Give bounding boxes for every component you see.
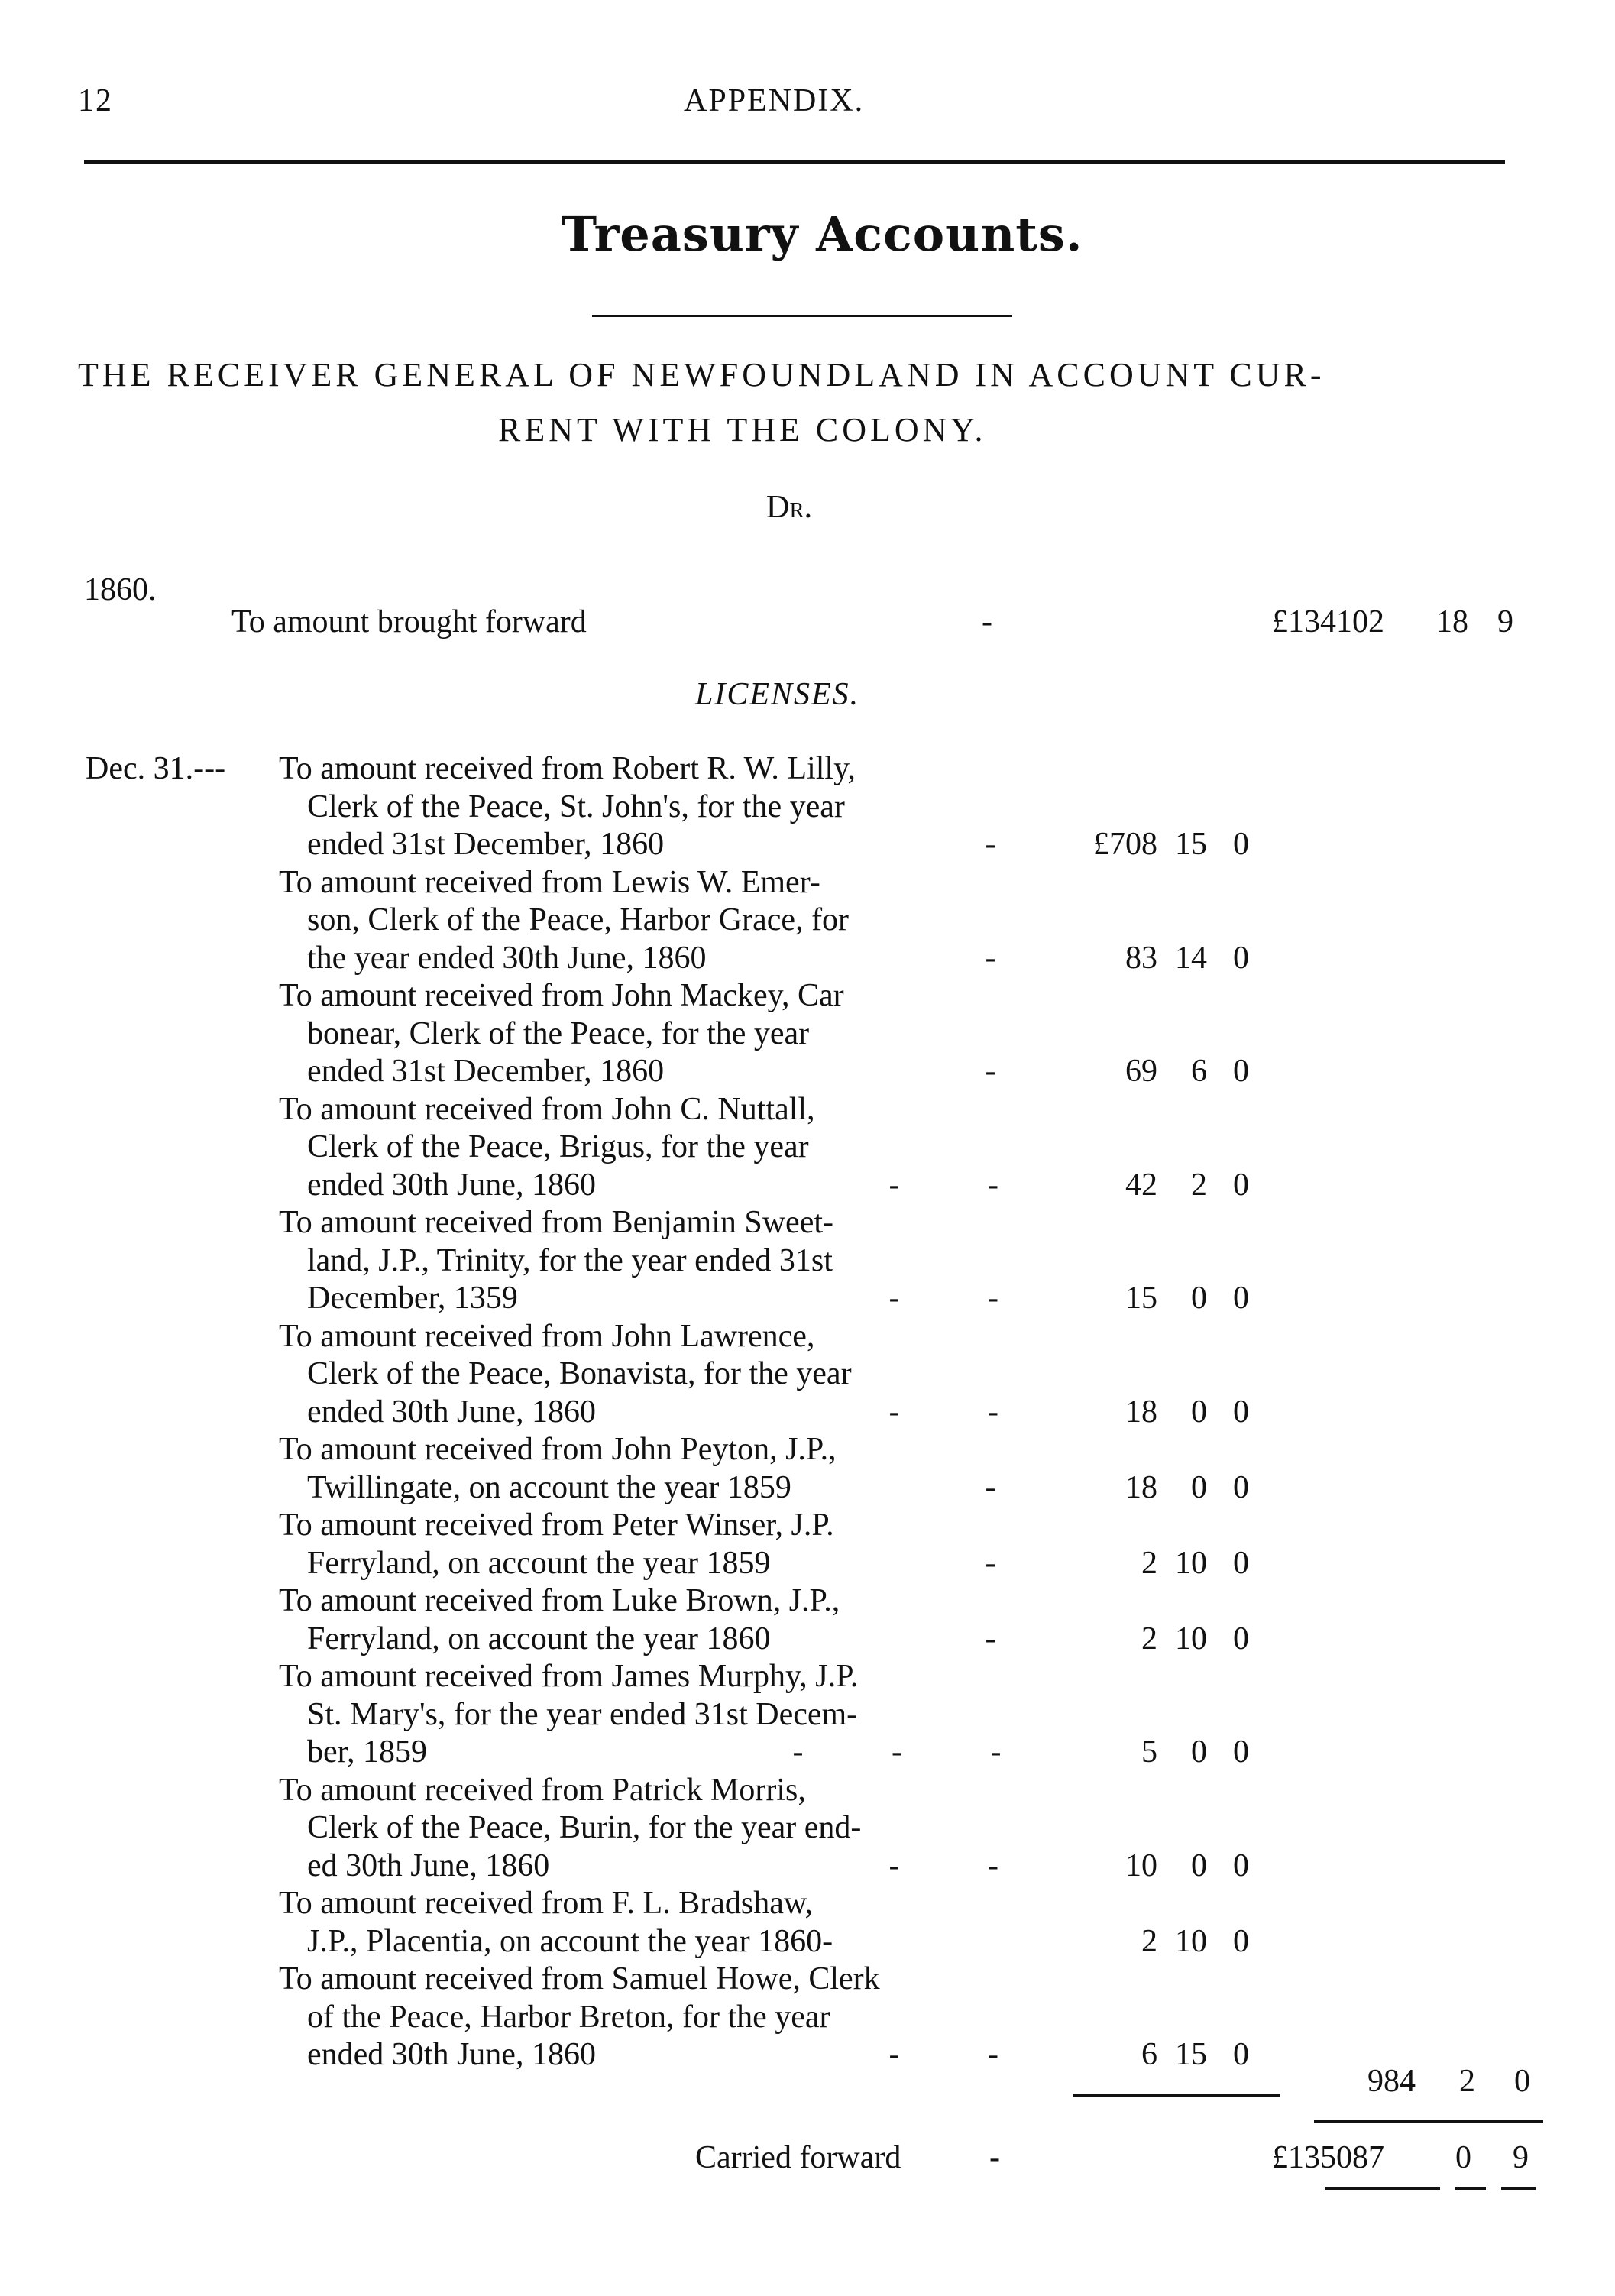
entry-continuation-line: December, 1359	[307, 1281, 518, 1316]
entry-shillings: 0	[1191, 1394, 1207, 1430]
entry-shillings: 6	[1191, 1054, 1207, 1089]
entry-pence: 0	[1233, 1281, 1249, 1316]
entry-pence: 0	[1233, 1848, 1249, 1883]
date-label: Dec. 31.---	[86, 751, 226, 786]
subtotal-pence: 0	[1514, 2064, 1530, 2099]
entry-shillings: 0	[1191, 1848, 1207, 1883]
entry-pounds: 2	[1141, 1924, 1157, 1959]
entry-pounds: 83	[1125, 941, 1157, 976]
carried-forward-amount: £135087	[1272, 2140, 1384, 2175]
entry-pence: 0	[1233, 1167, 1249, 1203]
entry-leader-dashes: - -	[888, 1167, 998, 1203]
entry-leader-dashes: -	[985, 941, 996, 976]
entry-pounds: 6	[1141, 2037, 1157, 2072]
entry-pounds: 2	[1141, 1621, 1157, 1656]
entry-continuation-line: Ferryland, on account the year 1859	[307, 1546, 771, 1581]
entry-continuation-line: Ferryland, on account the year 1860	[307, 1621, 771, 1656]
entry-continuation-line: Twillingate, on account the year 1859	[307, 1470, 791, 1505]
entry-pounds: 10	[1125, 1848, 1157, 1883]
entry-shillings: 15	[1175, 2037, 1207, 2072]
entry-first-line: To amount received from Peter Winser, J.P.	[279, 1507, 834, 1543]
page-title: Treasury Accounts.	[562, 206, 1083, 262]
entry-shillings: 0	[1191, 1470, 1207, 1505]
entry-continuation-line: Clerk of the Peace, Burin, for the year end-	[307, 1810, 862, 1845]
header-rule	[84, 160, 1505, 164]
entry-continuation-line: ended 31st December, 1860	[307, 1054, 665, 1089]
entry-continuation-line: Clerk of the Peace, Brigus, for the year	[307, 1129, 809, 1164]
entry-shillings: 0	[1191, 1734, 1207, 1770]
entry-first-line: To amount received from John C. Nuttall,	[279, 1092, 815, 1127]
entry-shillings: 10	[1175, 1924, 1207, 1959]
entry-pounds: 42	[1125, 1167, 1157, 1203]
entry-leader-dashes: -	[985, 1054, 996, 1089]
entry-first-line: To amount received from Luke Brown, J.P.,	[279, 1583, 840, 1618]
entry-leader-dashes: -	[985, 827, 996, 862]
entry-continuation-line: of the Peace, Harbor Breton, for the year	[307, 2000, 830, 2035]
entry-pounds: 18	[1125, 1394, 1157, 1430]
entry-pounds: 18	[1125, 1470, 1157, 1505]
entry-first-line: To amount received from James Murphy, J.P.	[279, 1659, 859, 1694]
entry-pence: 0	[1233, 1621, 1249, 1656]
brought-forward-pence: 9	[1497, 604, 1513, 640]
carried-forward-label: Carried forward	[695, 2140, 901, 2175]
entry-leader-dashes: - -	[888, 2037, 998, 2072]
entry-shillings: 14	[1175, 941, 1207, 976]
brought-forward-dash: -	[982, 604, 992, 640]
entry-shillings: 10	[1175, 1546, 1207, 1581]
entry-first-line: To amount received from Patrick Morris,	[279, 1773, 806, 1808]
entry-pence: 0	[1233, 1924, 1249, 1959]
entry-pence: 0	[1233, 1734, 1249, 1770]
year-label: 1860.	[84, 572, 157, 607]
entry-pence: 0	[1233, 827, 1249, 862]
entry-pence: 0	[1233, 1054, 1249, 1089]
entry-continuation-line: J.P., Placentia, on account the year 1860-	[307, 1924, 833, 1959]
entry-first-line: To amount received from John Mackey, Car	[279, 978, 844, 1013]
entry-pounds: 69	[1125, 1054, 1157, 1089]
column-total-rule	[1073, 2094, 1280, 2097]
entry-pence: 0	[1233, 1470, 1249, 1505]
section-heading: LICENSES.	[695, 677, 860, 712]
entry-shillings: 10	[1175, 1621, 1207, 1656]
entry-continuation-line: ended 30th June, 1860	[307, 1394, 596, 1430]
final-rule-2	[1455, 2187, 1486, 2190]
entry-continuation-line: Clerk of the Peace, Bonavista, for the year	[307, 1356, 852, 1391]
entry-continuation-line: the year ended 30th June, 1860	[307, 941, 707, 976]
subtotal-shillings: 2	[1459, 2064, 1475, 2099]
entry-leader-dashes: - -	[888, 1394, 998, 1430]
entry-shillings: 15	[1175, 827, 1207, 862]
entry-first-line: To amount received from Benjamin Sweet-	[279, 1205, 833, 1240]
entry-first-line: To amount received from Lewis W. Emer-	[279, 865, 820, 900]
debit-label: Dr.	[766, 490, 813, 525]
entry-shillings: 2	[1191, 1167, 1207, 1203]
entry-shillings: 0	[1191, 1281, 1207, 1316]
title-rule	[592, 315, 1012, 317]
entry-pence: 0	[1233, 1546, 1249, 1581]
entry-continuation-line: Clerk of the Peace, St. John's, for the year	[307, 789, 845, 824]
account-heading-line-1: THE RECEIVER GENERAL OF NEWFOUNDLAND IN ACCOUNT CUR-	[78, 356, 1325, 393]
entry-first-line: To amount received from John Lawrence,	[279, 1319, 815, 1354]
entry-continuation-line: ended 31st December, 1860	[307, 827, 665, 862]
entry-continuation-line: ber, 1859	[307, 1734, 427, 1770]
entry-pounds: £708	[1093, 827, 1157, 862]
entry-leader-dashes: -	[985, 1546, 996, 1581]
brought-forward-shillings: 18	[1436, 604, 1468, 640]
entry-pence: 0	[1233, 2037, 1249, 2072]
account-heading-line-2: RENT WITH THE COLONY.	[498, 411, 987, 449]
subtotal-rule	[1314, 2120, 1543, 2123]
entry-continuation-line: ed 30th June, 1860	[307, 1848, 550, 1883]
carried-forward-pence: 9	[1513, 2140, 1529, 2175]
subtotal-pounds: 984	[1367, 2064, 1416, 2099]
entry-pence: 0	[1233, 1394, 1249, 1430]
carried-forward-shillings: 0	[1455, 2140, 1471, 2175]
final-rule-1	[1325, 2187, 1440, 2190]
entry-pounds: 5	[1141, 1734, 1157, 1770]
entry-leader-dashes: - - -	[792, 1734, 1002, 1770]
carried-forward-dash: -	[989, 2140, 1000, 2175]
entry-continuation-line: ended 30th June, 1860	[307, 1167, 596, 1203]
entry-continuation-line: bonear, Clerk of the Peace, for the year	[307, 1016, 810, 1051]
entry-first-line: To amount received from Robert R. W. Lilly,	[279, 751, 856, 786]
page-number: 12	[78, 83, 113, 118]
entry-pounds: 2	[1141, 1546, 1157, 1581]
brought-forward-label: To amount brought forward	[231, 604, 587, 640]
entry-leader-dashes: - -	[888, 1281, 998, 1316]
entry-leader-dashes: -	[985, 1621, 996, 1656]
entry-continuation-line: ended 30th June, 1860	[307, 2037, 596, 2072]
brought-forward-amount: £134102	[1272, 604, 1384, 640]
entry-leader-dashes: -	[985, 1470, 996, 1505]
entry-continuation-line: land, J.P., Trinity, for the year ended 31st	[307, 1243, 833, 1278]
entry-continuation-line: St. Mary's, for the year ended 31st Decem-	[307, 1697, 858, 1732]
entry-first-line: To amount received from John Peyton, J.P.,	[279, 1432, 837, 1467]
running-title: APPENDIX.	[684, 83, 865, 118]
entry-continuation-line: son, Clerk of the Peace, Harbor Grace, for	[307, 902, 850, 938]
entry-first-line: To amount received from Samuel Howe, Clerk	[279, 1961, 880, 1996]
entry-pence: 0	[1233, 941, 1249, 976]
entry-leader-dashes: - -	[888, 1848, 998, 1883]
entry-first-line: To amount received from F. L. Bradshaw,	[279, 1886, 813, 1921]
final-rule-3	[1501, 2187, 1536, 2190]
entry-pounds: 15	[1125, 1281, 1157, 1316]
